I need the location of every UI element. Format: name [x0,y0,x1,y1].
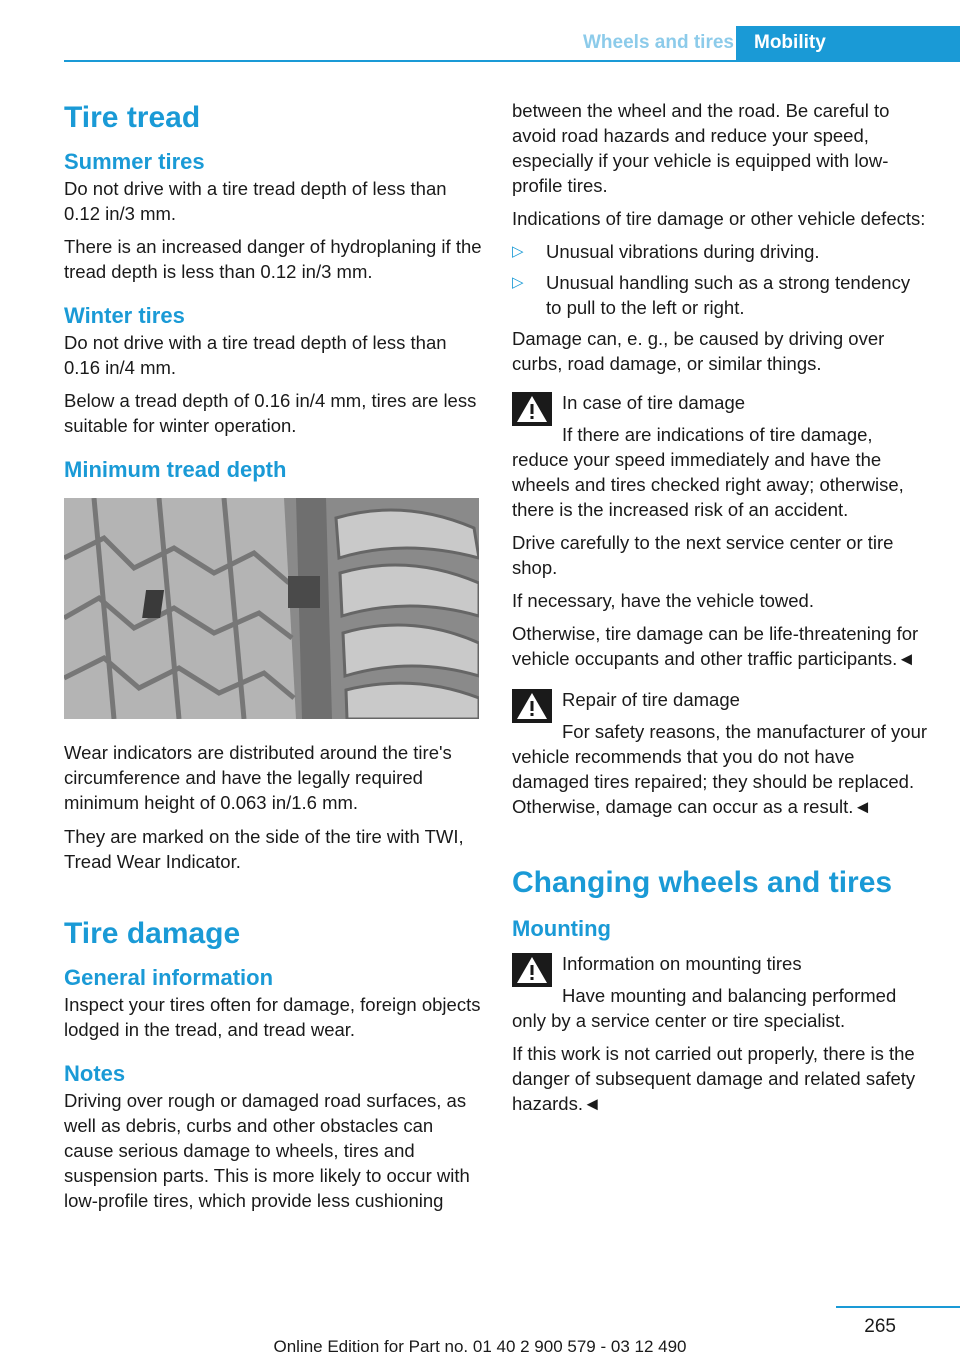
winter-paragraph-1: Do not drive with a tire tread depth of less than 0.16 in/4 mm. [64,332,447,378]
notes-paragraph: Driving over rough or damaged road surfaces, as well as debris, curbs and other obstacles can cause serious damage to wheels, tires and suspension parts. This is more likely to occur with low-profile tires, which provide less cushioning [64,1090,470,1211]
warning-text: If necessary, have the vehicle towed. [512,590,814,611]
general-information-paragraph: Inspect your tires often for damage, foreign objects lodged in the tread, and tread wear. [64,994,481,1040]
header-chapter-tab: Mobility [736,26,960,60]
notes-heading: Notes [64,1061,126,1086]
mounting-warning [512,951,930,1116]
summer-paragraph-1: Do not drive with a tire tread depth of less than 0.12 in/3 mm. [64,178,447,224]
page-number: 265 [864,1316,896,1337]
warning-triangle-icon [512,392,552,426]
indications-list [512,239,930,320]
general-information-heading: General information [64,965,274,990]
winter-paragraph-2: Below a tread depth of 0.16 in/4 mm, tires are less suitable for winter operation. [64,390,477,436]
warning-triangle-icon [512,953,552,987]
online-edition-footer: Online Edition for Part no. 01 40 2 900 579 - 03 12 490 [273,1337,687,1356]
footer-rule [836,1306,960,1308]
winter-tires-heading: Winter tires [64,303,185,328]
warning-text: Otherwise, tire damage can be life-threatening for vehicle occupants and other traffic participants.◄ [512,623,919,669]
left-column [64,98,482,1221]
wear-indicator-paragraph-1: Wear indicators are distributed around the tire's circumference and have the legally required minimum height of 0.063 in/1.6 mm. [64,742,452,813]
mounting-heading: Mounting [512,916,611,941]
tire-damage-heading: Tire damage [64,917,241,950]
tire-repair-warning [512,687,930,819]
triangle-bullet-icon: ▷ [512,243,524,260]
list-item-text: Unusual vibrations during driving. [546,241,820,262]
warning-text: If this work is not carried out properly, there is the danger of subsequent damage and related safety hazards.◄ [512,1043,916,1114]
triangle-bullet-icon: ▷ [512,274,524,291]
indications-paragraph: Indications of tire damage or other vehicle defects: [512,208,926,229]
right-column [512,98,930,1124]
minimum-tread-depth-heading: Minimum tread depth [64,457,287,482]
damage-causes-paragraph: Damage can, e. g., be caused by driving over curbs, road damage, or similar things. [512,328,885,374]
tire-tread-illustration [64,498,479,719]
warning-text: Drive carefully to the next service center or tire shop. [512,532,894,578]
changing-wheels-heading: Changing wheels and tires [512,866,893,899]
warning-triangle-icon [512,689,552,723]
tire-tread-heading: Tire tread [64,101,201,134]
list-item [512,270,930,320]
wear-indicator-paragraph-2: They are marked on the side of the tire with TWI, Tread Wear Indicator. [64,826,464,872]
warning-title: Information on mounting tires [562,953,802,974]
summer-tires-heading: Summer tires [64,149,205,174]
tire-damage-warning [512,390,930,671]
warning-title: Repair of tire damage [562,689,740,710]
warning-title: In case of tire damage [562,392,746,413]
cushioning-paragraph: between the wheel and the road. Be careful to avoid road hazards and reduce your speed, especially if your vehicle is equipped with low-profile tires. [512,100,890,196]
page-header [64,26,960,62]
warning-text: If there are indications of tire damage, reduce your speed immediately and have the wheels and tires checked right away; otherwise, there is the increased risk of an accident. [512,424,904,520]
warning-text: For safety reasons, the manufacturer of your vehicle recommends that you do not have damaged tires repaired; they should be replaced. Otherwise, damage can occur as a result.◄ [512,721,928,817]
list-item-text: Unusual handling such as a strong tendency to pull to the left or right. [546,272,911,318]
list-item [512,239,930,264]
summer-paragraph-2: There is an increased danger of hydroplaning if the tread depth is less than 0.12 in/3 mm. [64,236,482,282]
warning-text: Have mounting and balancing performed only by a service center or tire specialist. [512,985,897,1031]
header-section-label: Wheels and tires [583,32,734,53]
